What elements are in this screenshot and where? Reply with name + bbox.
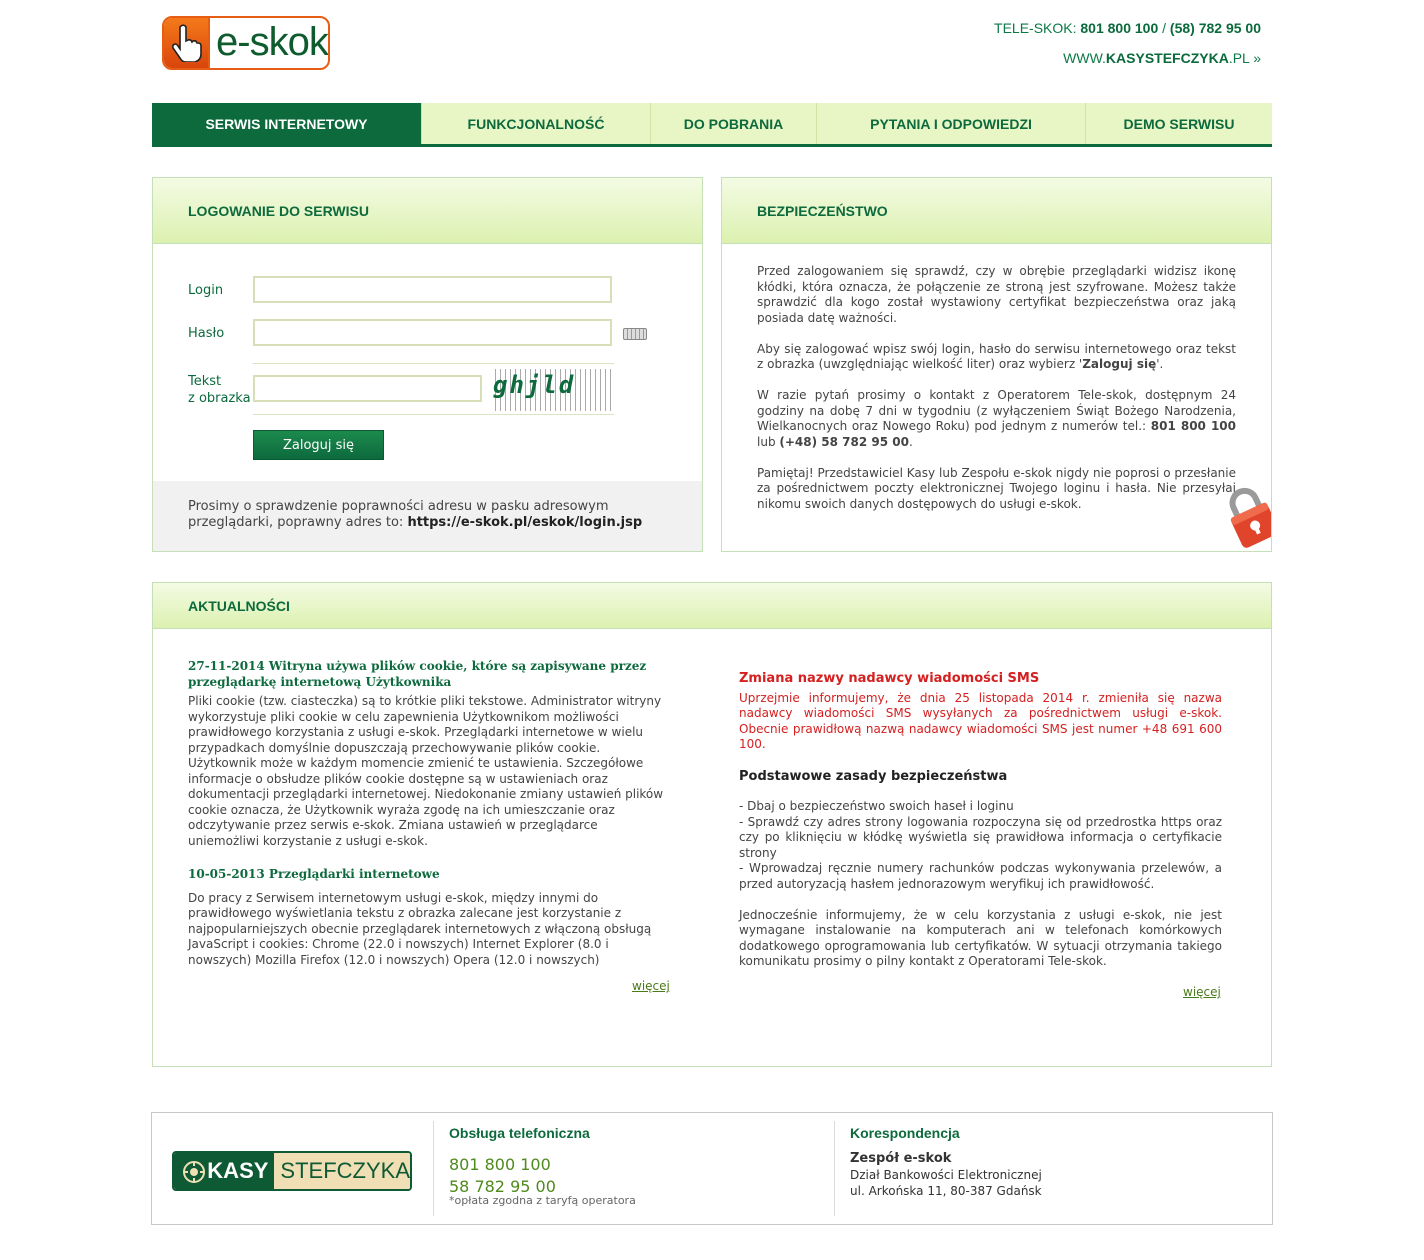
- tab-do-pobrania[interactable]: DO POBRANIA: [650, 103, 816, 144]
- logo-text: e-skok: [216, 20, 328, 64]
- address-line-2: Dział Bankowości Elektronicznej: [850, 1168, 1042, 1182]
- security-rule-2: - Sprawdź czy adres strony logowania rozpoczyna się od przedrostka https oraz czy po kliknięciu w kłódkę wyświetla się prawidłowa informacja o certyfikacie strony: [739, 814, 1222, 860]
- footer-phone-1: 801 800 100: [449, 1155, 551, 1174]
- security-panel-title: BEZPIECZEŃSTWO: [722, 178, 1271, 244]
- security-paragraph-4: Pamiętaj! Przedstawiciel Kasy lub Zespołu e-skok nigdy nie poprosi o przesłanie za pośrednictwem poczty elektronicznej Twojego loginu i hasła. Nie przesyłaj nikomu swoich danych dostępowych do usługi e-skok.: [757, 465, 1236, 511]
- captcha-label-line2: z obrazka: [188, 391, 251, 406]
- kasy-logo-part1: KASY: [174, 1153, 274, 1189]
- tab-demo-serwisu[interactable]: DEMO SERWISU: [1085, 103, 1272, 144]
- sms-change-title: Zmiana nazwy nadawcy wiadomości SMS: [739, 671, 1040, 686]
- no-software-notice: Jednocześnie informujemy, że w celu korzystania z usługi e-skok, nie jest wymagane instalowanie na komputerach ani w telefonach komórkowych dodatkowego oprogramowania lub certyfikatów. W sytuacji otrzymania takiego komunikatu prosimy o pilny kontakt z Operatorami Tele-skok.: [739, 907, 1222, 968]
- kasy-logo-part2: STEFCZYKA: [274, 1153, 410, 1189]
- correspondence-address: [850, 1150, 1042, 1199]
- news-right-more-link[interactable]: więcej: [1183, 985, 1221, 999]
- login-note-text: Prosimy o sprawdzenie poprawności adresu w pasku adresowym przeglądarki, poprawny adres to:: [188, 499, 609, 530]
- captcha-text: ghjld: [493, 371, 576, 399]
- main-nav: [152, 103, 1272, 147]
- kasy-stefczyka-logo[interactable]: [172, 1151, 412, 1191]
- security-rule-1: - Dbaj o bezpieczeństwo swoich haseł i loginu: [739, 799, 1014, 813]
- security-panel: [721, 177, 1272, 552]
- padlock-icon: [1228, 481, 1272, 552]
- security-paragraph-1: Przed zalogowaniem się sprawdź, czy w obrębie przeglądarki widzisz ikonę kłódki, która oznacza, że połączenie ze stroną jest szyfrowane. Możesz także sprawdzić dla kogo został wystawiony certyfikat bezpieczeństwa oraz jaką posiada datę ważności.: [757, 264, 1236, 325]
- sms-change-body: Uprzejmie informujemy, że dnia 25 listopada 2014 r. zmieniła się nazwa nadawcy wiadomości SMS wysyłanych za pośrednictwem usługi e-skok. Obecnie prawidłową nazwą nadawcy wiadomości SMS jest numer +48 691 600 100.: [739, 690, 1222, 751]
- phone-service-heading: Obsługa telefoniczna: [449, 1125, 590, 1141]
- security-p3-e: .: [908, 434, 913, 449]
- captcha-image: [491, 369, 613, 411]
- password-input[interactable]: [253, 319, 612, 346]
- security-rules-heading: Podstawowe zasady bezpieczeństwa: [739, 768, 1008, 784]
- footer-divider-2: [834, 1121, 835, 1216]
- e-skok-logo[interactable]: [162, 16, 330, 70]
- footer-phone-2: 58 782 95 00: [449, 1177, 556, 1196]
- news-item-1-body: Pliki cookie (tzw. ciasteczka) są to krótkie pliki tekstowe. Administrator witryny wykorzystuje pliki cookie w celu zapewnienia Użytkownikom możliwości prawidłowego korzystania z usługi e-skok. Przeglądarki internetowe w wielu przypadkach domyślnie dopuszczają przechowywanie plików cookie. Użytkownik może w każdym momencie zmienić te ustawienia. Szczegółowe informacje o obsłudze plików cookie dostępne są w ustawieniach oraz dokumentacji przeglądarki internetowej. Niedokonanie zmiany ustawień plików cookie oznacza, że Użytkownik wyraża zgodę na ich umieszczanie oraz odczytywanie przez serwis e-skok. Zmiana ustawień w przeglądarce uniemożliwi korzystanie z usługi e-skok.: [188, 694, 664, 848]
- captcha-input[interactable]: [253, 375, 482, 402]
- kasy-emblem-icon: [182, 1160, 206, 1184]
- footer-divider-1: [433, 1121, 434, 1216]
- security-p3-c: lub: [757, 434, 780, 449]
- news-item-2-body: Do pracy z Serwisem internetowym usługi e-skok, między innymi do prawidłowego wyświetlania tekstu z obrazka zalecane jest korzystanie z najpopularniejszych obecnie przeglądarek internetowych z włączoną obsługą JavaScript i cookies: Chrome (22.0 i nowszych) Internet Explorer (8.0 i nowszych) Mozilla Firefox (12.0 i nowszych) Opera (12.0 i nowszych): [188, 890, 652, 967]
- tab-funkcjonalnosc[interactable]: FUNKCJONALNOŚĆ: [421, 103, 650, 144]
- news-panel-title: AKTUALNOŚCI: [153, 583, 1271, 629]
- login-note-url: https://e-skok.pl/eskok/login.jsp: [407, 515, 643, 530]
- login-panel-title: LOGOWANIE DO SERWISU: [153, 178, 702, 244]
- security-p2-bold: Zaloguj się: [1082, 357, 1157, 371]
- captcha-row: [253, 363, 614, 415]
- address-line-1: Zespół e-skok: [850, 1151, 952, 1166]
- password-label: Hasło: [188, 326, 225, 341]
- footer: [151, 1112, 1273, 1225]
- tele-phone-1: 801 800 100: [1080, 20, 1159, 36]
- security-p2-c: '.: [1156, 357, 1164, 371]
- captcha-label: [188, 373, 251, 407]
- tele-skok-contact: [994, 20, 1261, 36]
- security-rule-3: - Wprowadzaj ręcznie numery rachunków podczas wykonywania przelewów, a przed autoryzacją hasłem jednorazowym weryfikuj ich prawidłowość.: [739, 861, 1222, 891]
- tele-phone-2: (58) 782 95 00: [1169, 20, 1261, 36]
- tab-pytania-i-odpowiedzi[interactable]: PYTANIA I ODPOWIEDZI: [816, 103, 1085, 144]
- kasystefczyka-link[interactable]: [1063, 50, 1261, 66]
- news-left-column: [188, 659, 670, 986]
- security-p3-a: W razie pytań prosimy o kontakt z Operatorem Tele-skok, dostępnym 24 godziny na dobę 7 dni w tygodniu (z wyłączeniem Świąt Bożego Narodzenia, Wielkanocnych oraz Nowego Roku) pod jednym z numerów tel.:: [757, 388, 1236, 433]
- news-panel: [152, 582, 1272, 1067]
- virtual-keyboard-icon[interactable]: [623, 328, 647, 340]
- tele-separator: /: [1162, 20, 1167, 36]
- security-p3-phone2: (+48) 58 782 95 00: [779, 434, 909, 449]
- login-input[interactable]: [253, 276, 612, 303]
- login-label: Login: [188, 283, 224, 298]
- www-prefix: WWW.: [1063, 50, 1106, 66]
- news-item-1-title[interactable]: 27-11-2014 Witryna używa plików cookie, które są zapisywane przez przeglądarkę internetową Użytkownika: [188, 659, 647, 689]
- login-panel: [152, 177, 703, 552]
- correspondence-heading: Korespondencja: [850, 1125, 960, 1141]
- security-paragraph-2: [757, 342, 1236, 373]
- security-paragraph-3: [757, 388, 1236, 450]
- www-domain: KASYSTEFCZYKA: [1105, 50, 1229, 66]
- footer-phone-note: *opłata zgodna z taryfą operatora: [449, 1194, 636, 1207]
- news-left-more-link[interactable]: więcej: [632, 979, 670, 993]
- news-item-2-title[interactable]: 10-05-2013 Przeglądarki internetowe: [188, 867, 440, 881]
- hand-pointer-icon: [164, 18, 210, 68]
- login-address-note: [153, 481, 702, 551]
- security-p3-phone1: 801 800 100: [1150, 419, 1236, 433]
- login-submit-button[interactable]: Zaloguj się: [253, 430, 384, 460]
- tele-label: TELE-SKOK:: [994, 20, 1077, 36]
- captcha-label-line1: Tekst: [188, 374, 222, 389]
- www-suffix: .PL »: [1228, 50, 1261, 66]
- security-p2-a: Aby się zalogować wpisz swój login, hasło do serwisu internetowego oraz tekst z obrazka (uwzględniając wielkość liter) oraz wybierz ': [757, 341, 1236, 371]
- news-right-column: [739, 671, 1222, 970]
- security-text: [757, 264, 1236, 528]
- address-line-3: ul. Arkońska 11, 80-387 Gdańsk: [850, 1184, 1042, 1198]
- tab-serwis-internetowy[interactable]: SERWIS INTERNETOWY: [152, 103, 421, 144]
